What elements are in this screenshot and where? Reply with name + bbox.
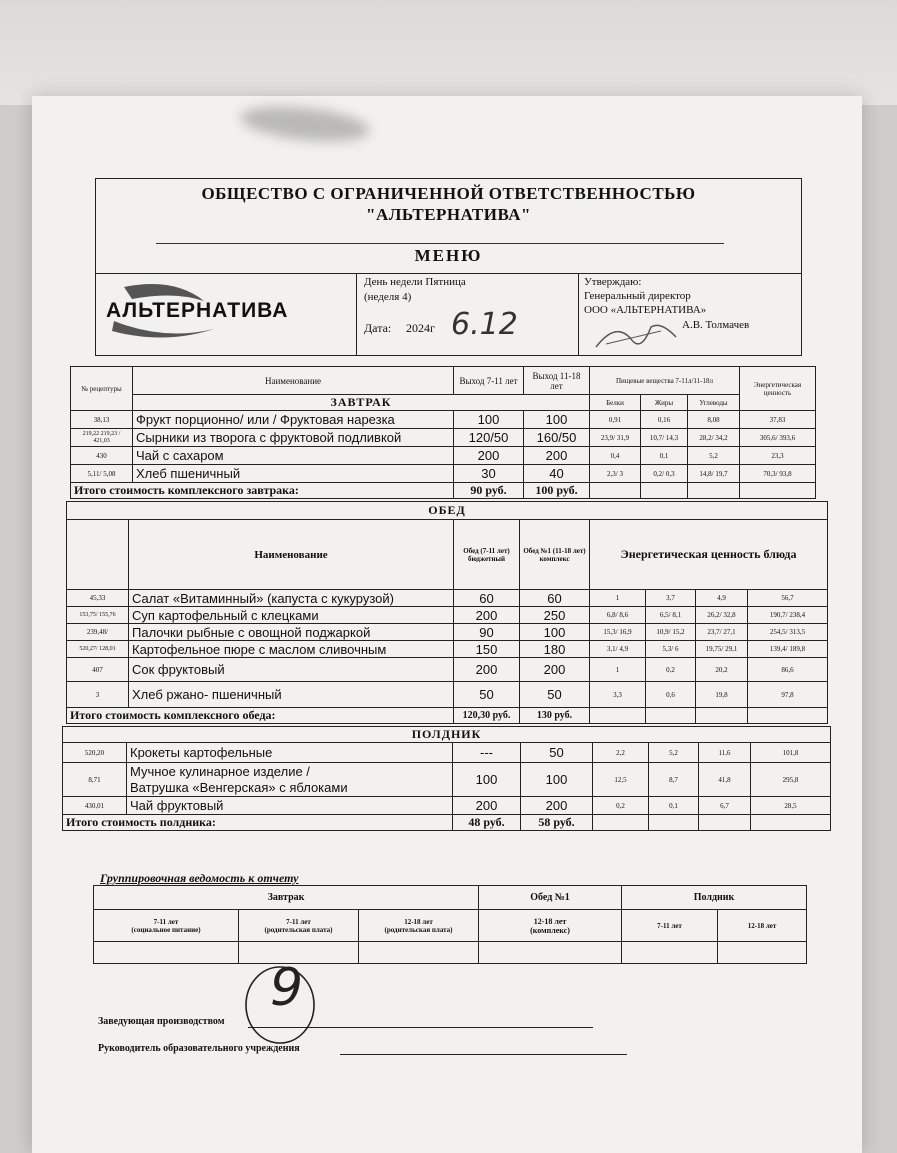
report-title: Группировочная ведомость к отчету bbox=[100, 871, 299, 885]
day-of-week: День недели Пятница bbox=[364, 276, 466, 288]
snack-total-7-11: 48 руб. bbox=[453, 815, 521, 831]
header-block bbox=[95, 178, 802, 356]
section-snack: ПОЛДНИК bbox=[63, 727, 831, 743]
week-number: (неделя 4) bbox=[364, 291, 412, 303]
report-col-6: 12-18 лет bbox=[718, 910, 807, 942]
approve-label: Утверждаю: bbox=[584, 276, 642, 288]
lunch-col-energy-header: Энергетическая ценность блюда bbox=[590, 520, 828, 590]
col-recipe-header: № рецептуры bbox=[71, 367, 133, 411]
section-breakfast: ЗАВТРАК bbox=[133, 395, 590, 411]
table-row: 3 Хлеб ржано- пшеничный 50 50 3,3 0,6 19,8 97,8 bbox=[67, 682, 828, 708]
report-col-2: 7-11 лет bbox=[286, 917, 311, 926]
snack-total-row bbox=[63, 815, 831, 831]
table-row: 8,71 Мучное кулинарное изделие / Ватрушка «Венгерская» с яблоками 100 100 12,5 8,7 41,8 295,8 bbox=[63, 763, 831, 797]
approve-name: А.В. Толмачев bbox=[682, 319, 750, 331]
section-lunch: ОБЕД bbox=[67, 502, 828, 520]
snack-total-11-18: 58 руб. bbox=[521, 815, 593, 831]
background-top bbox=[0, 0, 897, 105]
report-col-1: 7-11 лет bbox=[153, 917, 179, 926]
logo-text: АЛЬТЕРНАТИВА bbox=[106, 299, 289, 322]
report-col-2-sub: (родительская плата) bbox=[264, 925, 333, 934]
report-col-5: 7-11 лет bbox=[622, 910, 718, 942]
report-col-3-sub: (родительская плата) bbox=[384, 925, 453, 934]
table-row: 38,13 Фрукт порционно/ или / Фруктовая нарезка 100 100 0,91 0,16 8,08 37,83 bbox=[71, 411, 816, 429]
table-row: 239,48/ Палочки рыбные с овощной поджаркой 90 100 15,3/ 16,9 10,9/ 15,2 23,7/ 27,1 254,5/ 313,5 bbox=[67, 624, 828, 641]
table-row: 520,20 Крокеты картофельные --- 50 2,2 5,2 11,6 101,8 bbox=[63, 743, 831, 763]
snack-table bbox=[62, 726, 831, 831]
col-name-header: Наименование bbox=[133, 367, 454, 395]
breakfast-table bbox=[70, 366, 816, 499]
table-row: 5,11/ 5,08 Хлеб пшеничный 30 40 2,3/ 3 0,2/ 0,3 14,8/ 19,7 70,3/ 93,8 bbox=[71, 465, 816, 483]
col-out2-header: Выход 11-18 лет bbox=[524, 367, 590, 395]
report-col-4: 12-18 лет bbox=[533, 916, 567, 926]
lunch-col-out1-header: Обед (7-11 лет) бюджетный bbox=[454, 520, 520, 590]
lunch-total-11-18: 130 руб. bbox=[520, 708, 590, 724]
header-rule bbox=[156, 243, 724, 244]
lunch-table bbox=[66, 501, 828, 724]
report-breakfast-header: Завтрак bbox=[94, 886, 479, 910]
lunch-total-label: Итого стоимость комплексного обеда: bbox=[67, 708, 454, 724]
approve-company: ООО «АЛЬТЕРНАТИВА» bbox=[584, 304, 707, 316]
table-row: 407 Сок фруктовый 200 200 1 0,2 20,2 86,6 bbox=[67, 658, 828, 682]
handwritten-mark: 9 bbox=[270, 958, 304, 1018]
snack-total-label: Итого стоимость полдника: bbox=[63, 815, 453, 831]
table-row: 153,75/ 155,76 Суп картофельный с клецками 200 250 6,8/ 8,6 6,5/ 8,1 26,2/ 32,8 190,7/ 238,4 bbox=[67, 607, 828, 624]
col-protein-header: Белки bbox=[590, 395, 641, 411]
company-name-line2: "АЛЬТЕРНАТИВА" bbox=[366, 205, 531, 224]
footer-school-head: Руководитель образовательного учреждения bbox=[98, 1043, 300, 1054]
report-lunch-header: Обед №1 bbox=[479, 886, 622, 910]
school-head-signature-line bbox=[340, 1054, 627, 1055]
date-label: Дата: bbox=[364, 321, 392, 335]
company-logo bbox=[104, 279, 349, 349]
breakfast-total-11-18: 100 руб. bbox=[524, 483, 590, 499]
breakfast-total-row bbox=[71, 483, 816, 499]
lunch-col-out2-header: Обед №1 (11-18 лет) комплекс bbox=[520, 520, 590, 590]
report-col-4-sub: (комплекс) bbox=[530, 925, 570, 935]
breakfast-total-label: Итого стоимость комплексного завтрака: bbox=[71, 483, 454, 499]
report-snack-header: Полдник bbox=[622, 886, 807, 910]
menu-title: МЕНЮ bbox=[414, 246, 483, 265]
col-fat-header: Жиры bbox=[641, 395, 688, 411]
approve-position: Генеральный директор bbox=[584, 290, 691, 302]
col-energy-header: Энергетическая ценность bbox=[740, 367, 816, 411]
date-handwritten: 6.12 bbox=[451, 307, 518, 342]
table-row: 219,22 219,23 / 421,03 Сырники из творога с фруктовой подливкой 120/50 160/50 23,9/ 31,9 10,7/ 14,3 28,2/ 34,2 305,6/ 393,6 bbox=[71, 429, 816, 447]
date-year: 2024г bbox=[406, 321, 435, 335]
report-col-1-sub: (социальное питание) bbox=[131, 925, 201, 934]
col-out1-header: Выход 7-11 лет bbox=[454, 367, 524, 395]
lunch-total-row bbox=[67, 708, 828, 724]
table-row: 430,01 Чай фруктовый 200 200 0,2 0,1 6,7 28,5 bbox=[63, 797, 831, 815]
footer-production-head: Заведующая производством bbox=[98, 1016, 225, 1027]
report-table bbox=[93, 885, 807, 964]
report-col-3: 12-18 лет bbox=[404, 917, 433, 926]
col-carb-header: Углеводы bbox=[688, 395, 740, 411]
director-signature bbox=[591, 319, 681, 353]
table-row: 45,33 Салат «Витаминный» (капуста с кукурузой) 60 60 1 3,7 4,9 56,7 bbox=[67, 590, 828, 607]
handwritten-circle bbox=[240, 960, 320, 1050]
report-empty-row bbox=[94, 942, 807, 964]
breakfast-total-7-11: 90 руб. bbox=[454, 483, 524, 499]
table-row: 520,27/ 128,01 Картофельное пюре с маслом сливочным 150 180 3,1/ 4,9 5,3/ 6 19,75/ 29,1 139,4/ 189,8 bbox=[67, 641, 828, 658]
col-nutrients-header: Пищевые вещества 7-11л/11-18л bbox=[590, 367, 740, 395]
company-name-line1: ОБЩЕСТВО С ОГРАНИЧЕННОЙ ОТВЕТСТВЕННОСТЬЮ bbox=[201, 184, 696, 203]
table-row: 430 Чай с сахаром 200 200 0,4 0,1 5,2 23,3 bbox=[71, 447, 816, 465]
lunch-col-name-header: Наименование bbox=[129, 520, 454, 590]
lunch-total-7-11: 120,30 руб. bbox=[454, 708, 520, 724]
